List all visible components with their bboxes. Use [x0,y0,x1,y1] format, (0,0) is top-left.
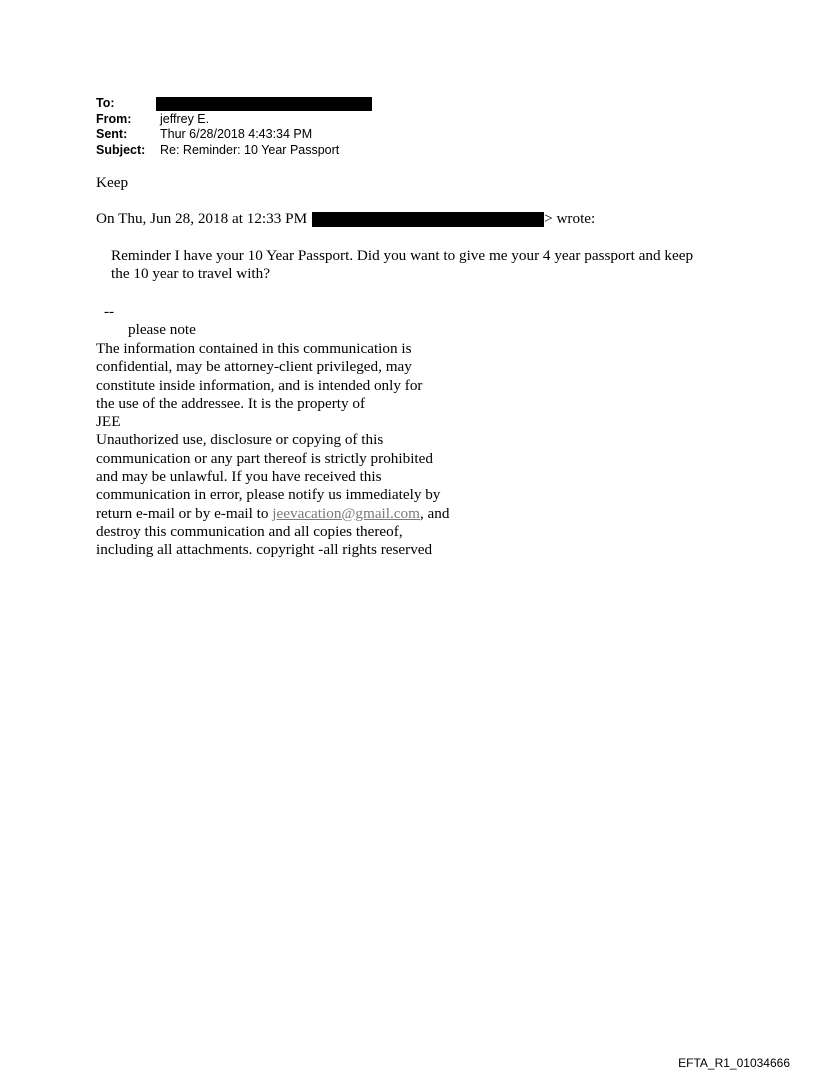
quote-intro-prefix: On Thu, Jun 28, 2018 at 12:33 PM [96,210,308,227]
to-label: To: [96,96,115,110]
disclaimer-line: constitute inside information, and is intended only for [96,376,423,394]
sent-label: Sent: [96,127,128,141]
email-line-prefix: return e-mail or by e-mail to [96,504,273,522]
disclaimer-line: The information contained in this communication is [96,340,412,357]
sent-row [96,127,372,143]
disclaimer-line: Unauthorized use, disclosure or copying of this [96,431,384,449]
email-line-suffix: , and [419,504,450,522]
signature-separator: -- [104,303,115,320]
subject-value: Re: Reminder: 10 Year Passport [160,142,340,157]
quoted-message: Reminder I have your 10 Year Passport. Did you want to give me your 4 year passport and keep the 10 year to travel with? [111,247,694,283]
disclaimer-line: JEE [96,413,121,431]
reply-text: Keep [96,174,129,191]
sent-value: Thur 6/28/2018 4:43:34 PM [160,127,313,141]
disclaimer-line: communication in error, please notify us immediately by [96,486,441,504]
disclaimer-line: communication or any part thereof is strictly prohibited [96,449,433,467]
please-note: please note [128,321,196,338]
email-link[interactable]: jeevacation@gmail.com [272,504,420,522]
from-value: jeffrey E. [160,111,210,126]
from-row [96,112,372,128]
from-label: From: [96,111,132,126]
disclaimer-line: destroy this communication and all copies thereof, [96,522,403,540]
subject-row [96,143,372,159]
disclaimer-line: confidential, may be attorney-client privileged, may [96,358,412,376]
disclaimer-line: and may be unlawful. If you have received this [96,468,382,486]
email-header [96,96,372,158]
subject-label: Subject: [96,142,146,157]
to-row [96,96,372,112]
email-contact-line [96,505,476,523]
sender-redaction [312,212,544,227]
disclaimer [96,340,476,560]
document-id: EFTA_R1_01034666 [678,1056,790,1070]
quote-intro-suffix: > wrote: [544,210,596,227]
to-redaction [156,97,372,111]
disclaimer-line: including all attachments. copyright -all rights reserved [96,541,433,559]
disclaimer-line: the use of the addressee. It is the property of [96,394,366,412]
quote-intro [96,210,595,228]
